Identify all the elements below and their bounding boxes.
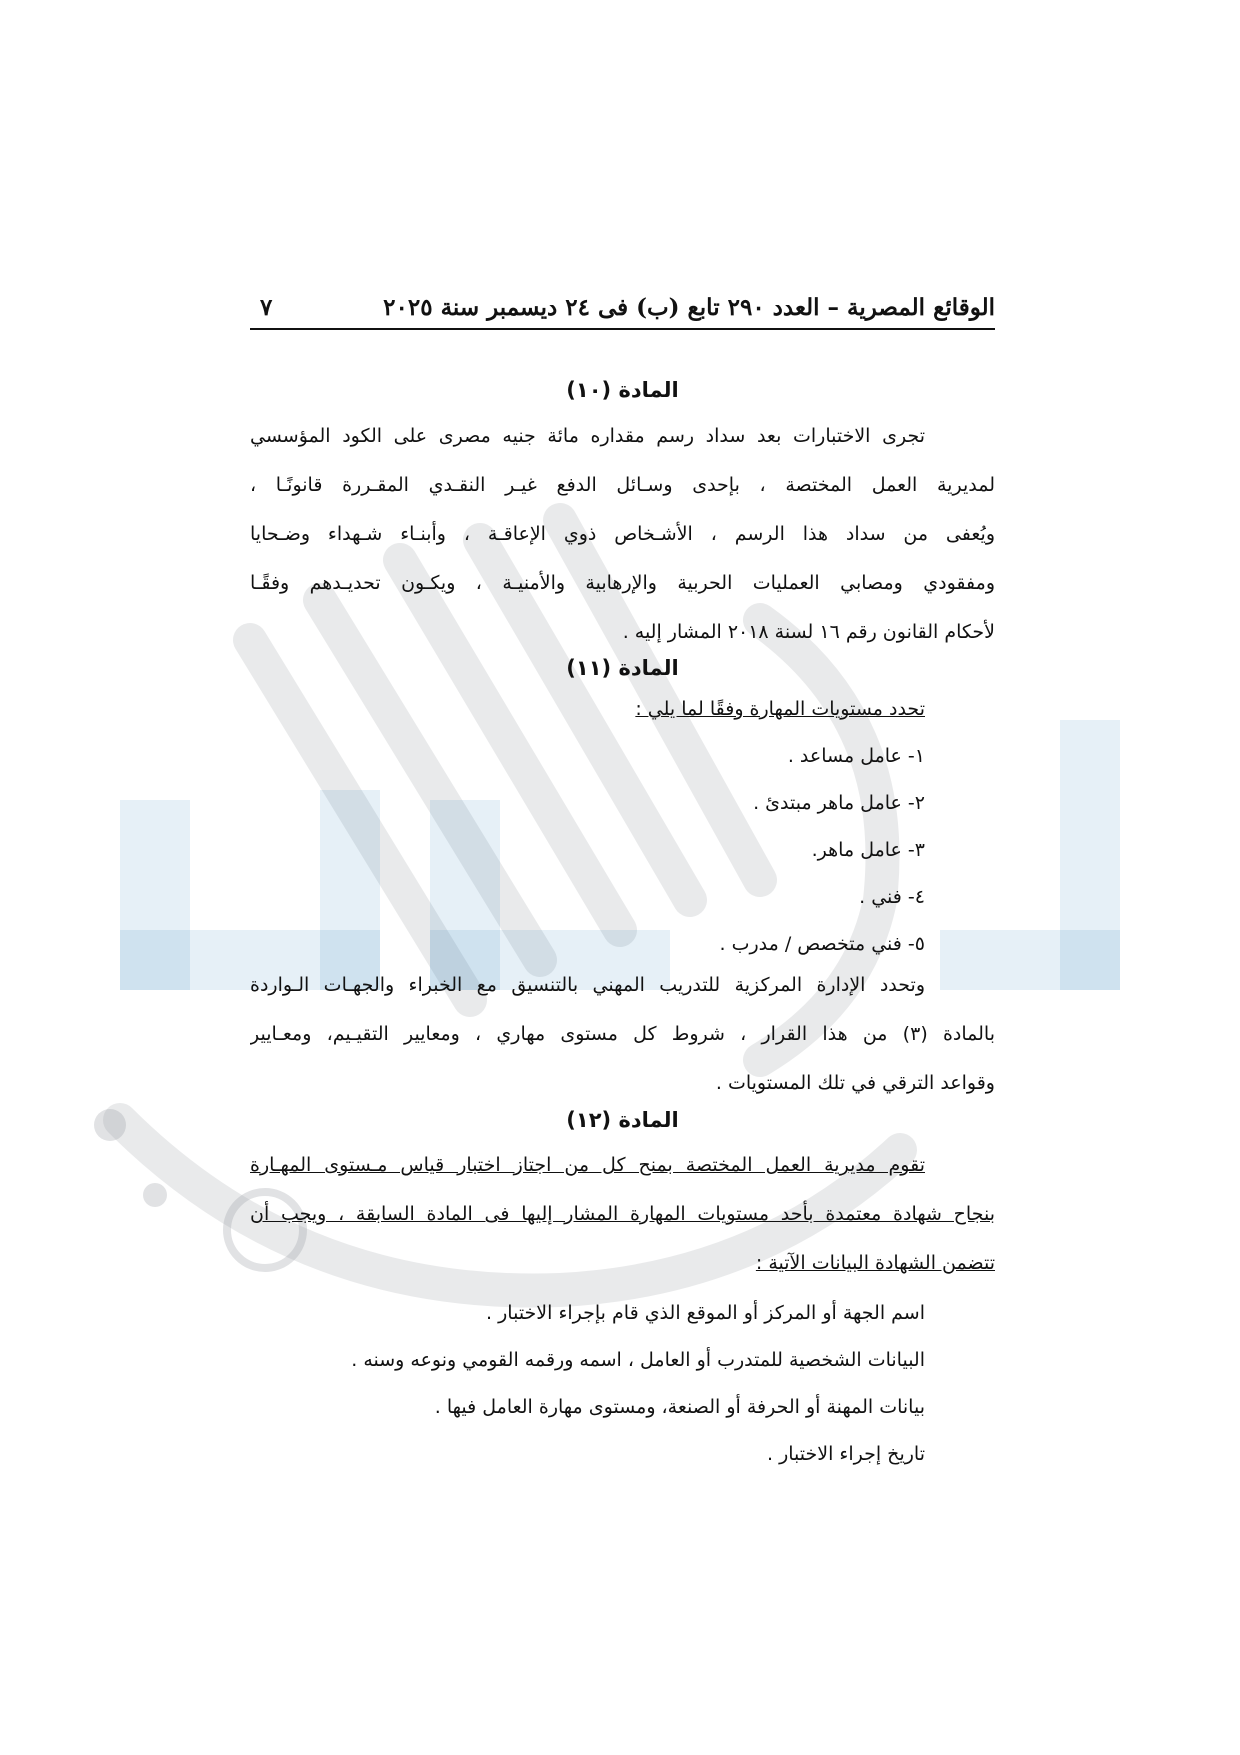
article-12-body xyxy=(250,1141,995,1288)
article-10-line: لأحكام القانون رقم ١٦ لسنة ٢٠١٨ المشار إليه . xyxy=(622,621,995,643)
article-11-intro: تحدد مستويات المهارة وفقًا لما يلي : xyxy=(635,698,925,720)
article-12-line: تتضمن الشهادة البيانات الآتية : xyxy=(755,1252,995,1274)
article-10-line: ومفقودي ومصابي العمليات الحربية والإرهابية والأمنيـة ، ويكـون تحديـدهم وفقًـا xyxy=(250,572,995,594)
list-item: ١- عامل مساعد . xyxy=(787,745,925,767)
article-10-title: المادة (١٠) xyxy=(566,378,679,402)
list-item: تاريخ إجراء الاختبار . xyxy=(767,1443,925,1465)
article-12-line: بنجاح شهادة معتمدة بأحد مستويات المهارة المشار إليها فى المادة السابقة ، ويجب أن xyxy=(250,1203,995,1225)
article-10-body xyxy=(250,412,995,657)
article-10-line: تجرى الاختبارات بعد سداد رسم مقداره مائة جنيه مصرى على الكود المؤسسي xyxy=(250,425,925,447)
article-11-body xyxy=(250,961,995,1108)
article-11-line: وقواعد الترقي في تلك المستويات . xyxy=(715,1072,995,1094)
page-number: ٧ xyxy=(260,294,273,321)
article-11-line: وتحدد الإدارة المركزية للتدريب المهني بالتنسيق مع الخبراء والجهـات الـواردة xyxy=(250,974,925,996)
article-10-line: لمديرية العمل المختصة ، بإحدى وسـائل الدفع غيـر النقـدي المقـررة قانونًـا ، xyxy=(250,474,995,496)
list-item: ٣- عامل ماهر. xyxy=(811,839,925,861)
article-11-line: بالمادة (٣) من هذا القرار ، شروط كل مستوى مهاري ، ومعايير التقيـيم، ومعـايير xyxy=(250,1023,995,1045)
list-item: ٥- فني متخصص / مدرب . xyxy=(719,933,925,955)
list-item: ٢- عامل ماهر مبتدئ . xyxy=(753,792,925,814)
list-item: اسم الجهة أو المركز أو الموقع الذي قام بإجراء الاختبار . xyxy=(486,1302,925,1324)
list-item: بيانات المهنة أو الحرفة أو الصنعة، ومستوى مهارة العامل فيها . xyxy=(434,1396,925,1418)
article-12-line: تقوم مديرية العمل المختصة بمنح كل من اجتاز اختبار قياس مـستوى المهـارة xyxy=(250,1154,925,1176)
article-12-title: المادة (١٢) xyxy=(566,1108,679,1132)
list-item: البيانات الشخصية للمتدرب أو العامل ، اسمه ورقمه القومي ونوعه وسنه . xyxy=(351,1349,925,1371)
article-12-certificate-items xyxy=(250,1290,995,1478)
article-11-title: المادة (١١) xyxy=(566,656,679,680)
list-item: ٤- فني . xyxy=(859,886,925,908)
article-10-line: ويُعفى من سداد هذا الرسم ، الأشـخاص ذوي الإعاقـة ، وأبنـاء شـهداء وضـحايا xyxy=(250,523,995,545)
article-11-levels xyxy=(250,686,995,968)
header-title: الوقائع المصرية – العدد ٢٩٠ تابع (ب) فى ٢٤ ديسمبر سنة ٢٠٢٥ xyxy=(383,294,995,321)
page-header xyxy=(250,288,995,330)
